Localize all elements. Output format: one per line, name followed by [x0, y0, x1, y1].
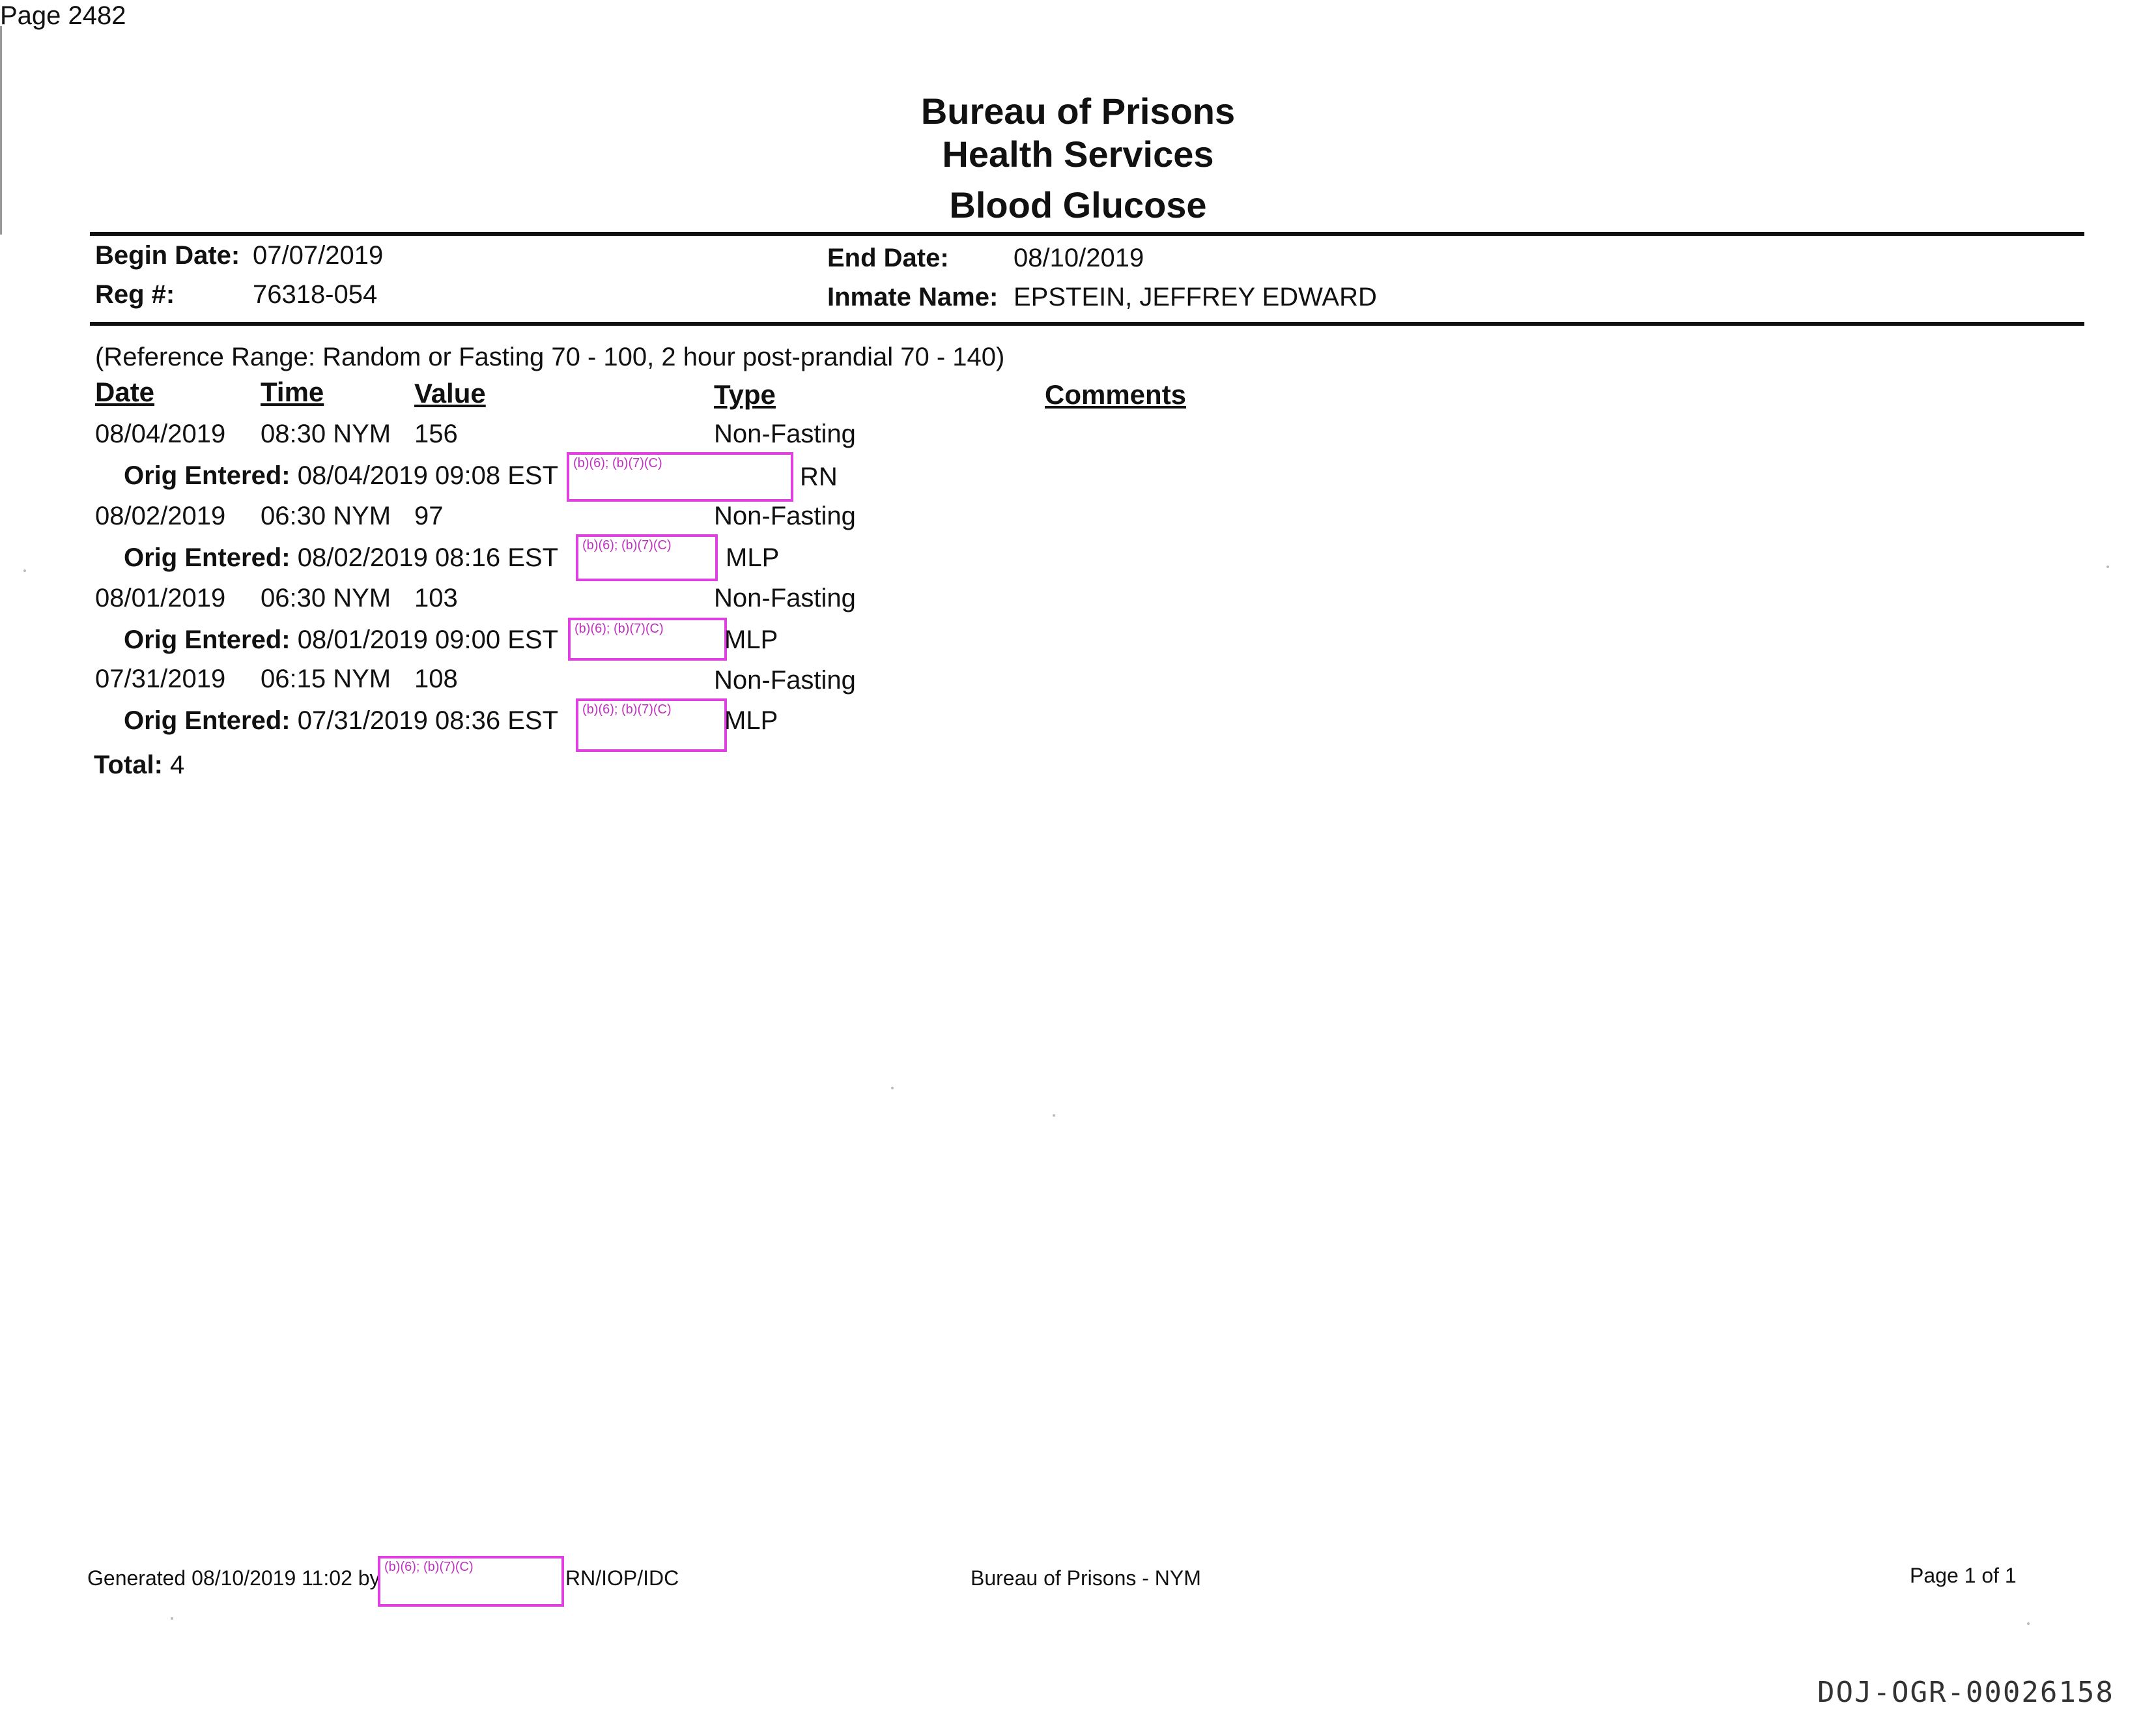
- orig-entered-value: 08/04/2019 09:08 EST: [297, 461, 559, 490]
- record-value: 97: [414, 502, 444, 530]
- orig-entered-label: Orig Entered:: [124, 461, 291, 490]
- scan-speck: [171, 1617, 173, 1620]
- title-report: Blood Glucose: [949, 184, 1207, 225]
- record-type: Non-Fasting: [714, 502, 856, 530]
- redaction-code: (b)(6); (b)(7)(C): [384, 1560, 474, 1574]
- redaction-box: [576, 698, 727, 752]
- orig-entered-value: 08/01/2019 09:00 EST: [297, 625, 559, 654]
- header-top-rule: [90, 232, 2084, 236]
- total-label: Total:: [94, 751, 163, 779]
- total-row: [94, 751, 184, 780]
- redaction-box: [576, 534, 718, 581]
- redaction-box: [378, 1556, 564, 1607]
- record-role: MLP: [726, 543, 780, 572]
- footer-agency: Bureau of Prisons - NYM: [971, 1566, 1201, 1590]
- begin-date-label: Begin Date:: [95, 241, 240, 270]
- total-value: 4: [170, 751, 185, 779]
- record-role: MLP: [724, 706, 778, 735]
- orig-entered-row: [124, 625, 558, 655]
- record-type: Non-Fasting: [714, 420, 856, 448]
- record-role: MLP: [724, 625, 778, 654]
- footer-generated-role: RN/IOP/IDC: [565, 1566, 679, 1590]
- scan-speck: [2027, 1622, 2030, 1625]
- orig-entered-row: [124, 706, 558, 736]
- page-label: Page 2482: [0, 1, 126, 30]
- title-agency: Bureau of Prisons: [920, 91, 1236, 132]
- end-date-value: 08/10/2019: [1014, 244, 1144, 272]
- record-date: 07/31/2019: [95, 665, 226, 693]
- bates-number: DOJ-OGR-00026158: [1817, 1676, 2114, 1709]
- orig-entered-value: 08/02/2019 08:16 EST: [297, 543, 559, 572]
- scan-speck: [23, 569, 26, 572]
- record-time: 08:30 NYM: [261, 420, 391, 448]
- scan-speck: [891, 1087, 894, 1089]
- record-date: 08/04/2019: [95, 420, 226, 448]
- orig-entered-label: Orig Entered:: [124, 706, 291, 735]
- record-value: 108: [414, 665, 458, 693]
- col-date-header: Date: [95, 377, 155, 407]
- record-role: RN: [800, 463, 838, 491]
- col-value-header: Value: [414, 378, 486, 409]
- col-time-header: Time: [261, 377, 324, 407]
- orig-entered-row: [124, 543, 558, 573]
- begin-date-value: 07/07/2019: [253, 241, 384, 270]
- record-date: 08/02/2019: [95, 502, 226, 530]
- reg-label: Reg #:: [95, 280, 175, 309]
- redaction-code: (b)(6); (b)(7)(C): [573, 456, 662, 470]
- record-time: 06:30 NYM: [261, 502, 391, 530]
- record-type: Non-Fasting: [714, 666, 856, 695]
- end-date-label: End Date:: [827, 244, 949, 272]
- redaction-box: [567, 452, 793, 502]
- record-date: 08/01/2019: [95, 584, 226, 612]
- record-time: 06:15 NYM: [261, 665, 391, 693]
- footer-generated: Generated 08/10/2019 11:02 by: [87, 1566, 380, 1590]
- record-value: 103: [414, 584, 458, 612]
- reg-value: 76318-054: [253, 280, 378, 309]
- scan-speck: [1053, 1114, 1055, 1117]
- record-type: Non-Fasting: [714, 584, 856, 612]
- orig-entered-row: [124, 461, 558, 491]
- col-comments-header: Comments: [1045, 379, 1187, 410]
- record-value: 156: [414, 420, 458, 448]
- record-time: 06:30 NYM: [261, 584, 391, 612]
- redaction-box: [568, 618, 727, 661]
- orig-entered-label: Orig Entered:: [124, 625, 291, 654]
- footer-page-number: Page 1 of 1: [1910, 1564, 2017, 1587]
- redaction-code: (b)(6); (b)(7)(C): [582, 538, 672, 553]
- redaction-code: (b)(6); (b)(7)(C): [574, 622, 664, 636]
- col-type-header: Type: [714, 379, 776, 410]
- redaction-code: (b)(6); (b)(7)(C): [582, 702, 672, 717]
- orig-entered-value: 07/31/2019 08:36 EST: [297, 706, 559, 735]
- inmate-name-label: Inmate Name:: [827, 283, 999, 311]
- orig-entered-label: Orig Entered:: [124, 543, 291, 572]
- scan-speck: [2106, 566, 2109, 568]
- reference-range: (Reference Range: Random or Fasting 70 - 100, 2 hour post-prandial 70 - 140): [95, 343, 1005, 371]
- inmate-name-value: EPSTEIN, JEFFREY EDWARD: [1014, 283, 1377, 311]
- title-department: Health Services: [942, 134, 1214, 175]
- header-bottom-rule: [90, 322, 2084, 326]
